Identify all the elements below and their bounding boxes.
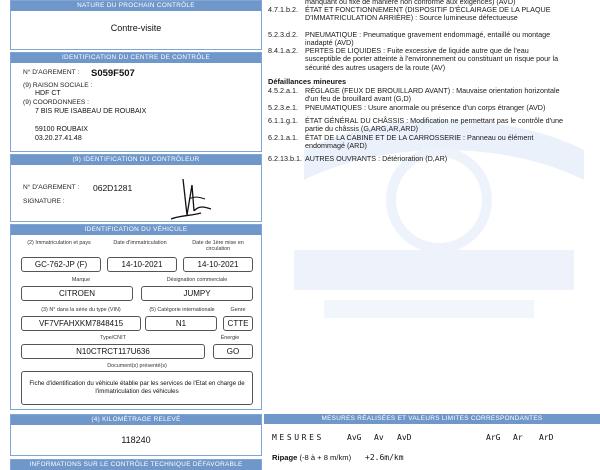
- immat-value: GC-762-JP (F): [21, 257, 101, 272]
- center-address-line1: 7 BIS RUE ISABEAU DE ROUBAIX: [35, 108, 147, 115]
- vehicle-section: [10, 224, 262, 410]
- date-immat-value: 14-10-2021: [107, 257, 177, 272]
- inspector-header: (9) IDENTIFICATION DU CONTRÔLEUR: [11, 155, 261, 165]
- center-raison-value: HDF CT: [35, 90, 61, 97]
- col-avd: AvD: [397, 433, 412, 442]
- vehicle-header: IDENTIFICATION DU VÉHICULE: [11, 225, 261, 235]
- cap-genre: Genre: [230, 307, 246, 313]
- col-avg: AvG: [347, 433, 362, 442]
- mileage-header: (4) KILOMÉTRAGE RELEVÉ: [11, 415, 261, 425]
- document-value: Fiche d'identification du véhicule établie par les services de l'Etat en charge de l'immatriculation des véhicules: [21, 371, 253, 405]
- center-agrement-label: N° D'AGREMENT :: [23, 69, 80, 76]
- defect-major-code: 8.4.1.a.2.: [268, 46, 298, 55]
- mileage-section: [10, 414, 262, 456]
- center-raison-label: (9) RAISON SOCIALE :: [23, 82, 93, 89]
- defect-major-code: 4.7.1.b.2.: [268, 5, 298, 14]
- ripage-label: [272, 453, 351, 462]
- marque-value: CITROEN: [21, 286, 133, 301]
- cap-vin: (3) N° dans la série du type (VIN): [41, 307, 121, 313]
- defect-minor-text: PNEUMATIQUES : Usure anormale ou présence d'un corps étranger (AVD): [305, 103, 546, 112]
- col-ard: ArD: [539, 433, 554, 442]
- infos-section: [10, 459, 262, 470]
- col-av: Av: [374, 433, 384, 442]
- cap-date-immat: Date d'immatriculation: [113, 240, 167, 246]
- designation-value: JUMPY: [141, 286, 253, 301]
- energie-value: GO: [213, 344, 253, 359]
- defect-minor-code: 6.2.1.a.1.: [268, 133, 298, 142]
- defect-minor-text: RÉGLAGE (FEUX DE BROUILLARD AVANT) : Mauvaise orientation horizontale d'un feu de brouillard avant (G,D): [305, 86, 560, 104]
- center-agrement-value: S059F507: [91, 68, 135, 79]
- defect-minor-text: ÉTAT GÉNÉRAL DU CHÂSSIS : Modification ne permettant pas le contrôle d'une partie du châssis (G,ARG,AR,ARD): [305, 116, 563, 134]
- defect-minor-text: ÉTAT DE LA CABINE ET DE LA CARROSSERIE : Panneau ou élément endommagé (ARD): [305, 133, 534, 151]
- defect-major-text: PNEUMATIQUE : Pneumatique gravement endommagé, entaillé ou montage inadapté (AVD): [305, 30, 551, 48]
- inspector-signature-label: SIGNATURE :: [23, 198, 65, 205]
- defect-minor-code: 6.1.1.g.1.: [268, 116, 298, 125]
- defect-minor-text: AUTRES OUVRANTS : Détérioration (D,AR): [305, 154, 448, 163]
- defect-minor-code: 5.2.3.e.1.: [268, 103, 298, 112]
- center-header: IDENTIFICATION DU CENTRE DE CONTRÔLE: [11, 53, 261, 63]
- defect-minor-code: 6.2.13.b.1.: [268, 154, 302, 163]
- cap-type: Type/CNIT: [100, 335, 126, 341]
- type-cnit-value: N10CTRCT117U636: [21, 344, 205, 359]
- center-phone: 03.20.27.41.48: [35, 135, 82, 142]
- defect-major-text: ÉTAT ET FONCTIONNEMENT (DISPOSITIF D'ÉCLAIRAGE DE LA PLAQUE D'IMMATRICULATION ARRIÈRE) : Source lumineuse défectueuse: [305, 5, 551, 23]
- cap-energie: Énergie: [220, 335, 240, 341]
- ripage-value: +2.6m/km: [365, 453, 404, 462]
- center-coord-label: (9) COORDONNEES :: [23, 99, 89, 106]
- inspector-signature-image: [161, 175, 221, 221]
- genre-value: CTTE: [223, 316, 253, 331]
- inspector-agrement-value: 062D1281: [93, 183, 133, 193]
- measures-header: MESURES RÉALISÉES ET VALEURS LIMITES CORRESPONDANTES: [264, 414, 600, 424]
- center-address-line2: 59100 ROUBAIX: [35, 126, 88, 133]
- col-arg: ArG: [486, 433, 501, 442]
- col-ar: Ar: [513, 433, 523, 442]
- next-control-value: Contre-visite: [110, 23, 162, 33]
- cap-categorie: (5) Catégorie internationale: [149, 307, 215, 313]
- defect-major-code: 5.2.3.d.2.: [268, 30, 298, 39]
- vin-value: VF7VFAHXKM7848415: [21, 316, 141, 331]
- next-control-section: [10, 0, 262, 50]
- mileage-value: 118240: [121, 435, 151, 445]
- cap-immat: (2) Immatriculation et pays: [27, 240, 91, 246]
- infos-header: INFORMATIONS SUR LE CONTRÔLE TECHNIQUE DÉFAVORABLE: [11, 460, 261, 470]
- center-section: [10, 52, 262, 152]
- inspector-agrement-label: N° D'AGREMENT :: [23, 184, 80, 191]
- right-column: [264, 0, 600, 470]
- categorie-value: N1: [145, 316, 217, 331]
- defect-major-text: PERTES DE LIQUIDES : Fuite excessive de liquide autre que de l'eau susceptible de porter atteinte à l'environnement ou constituant un risque pour la sécurité des autres usagers de la route (AV): [305, 46, 559, 72]
- next-control-header: NATURE DU PROCHAIN CONTRÔLE: [11, 1, 261, 11]
- defect-major-text: manquant ou fixé de manière non conforme aux exigences) (AVD): [305, 0, 516, 6]
- ripage-label-text: Ripage: [272, 453, 298, 462]
- left-column: [0, 0, 262, 470]
- cap-designation: Désignation commerciale: [166, 277, 228, 283]
- inspector-section: [10, 154, 262, 222]
- ripage-limit: (-8 à + 8 m/km): [299, 453, 352, 462]
- measures-title: MESURES: [272, 433, 324, 442]
- minor-defects-title: Défaillances mineures: [268, 77, 347, 86]
- cap-documents: Document(s) présenté(s): [107, 363, 167, 369]
- cap-date-1ere: Date de 1ère mise en circulation: [192, 240, 244, 252]
- defect-minor-code: 4.5.2.a.1.: [268, 86, 298, 95]
- date-1ere-value: 14-10-2021: [183, 257, 253, 272]
- cap-marque: Marque: [71, 277, 91, 283]
